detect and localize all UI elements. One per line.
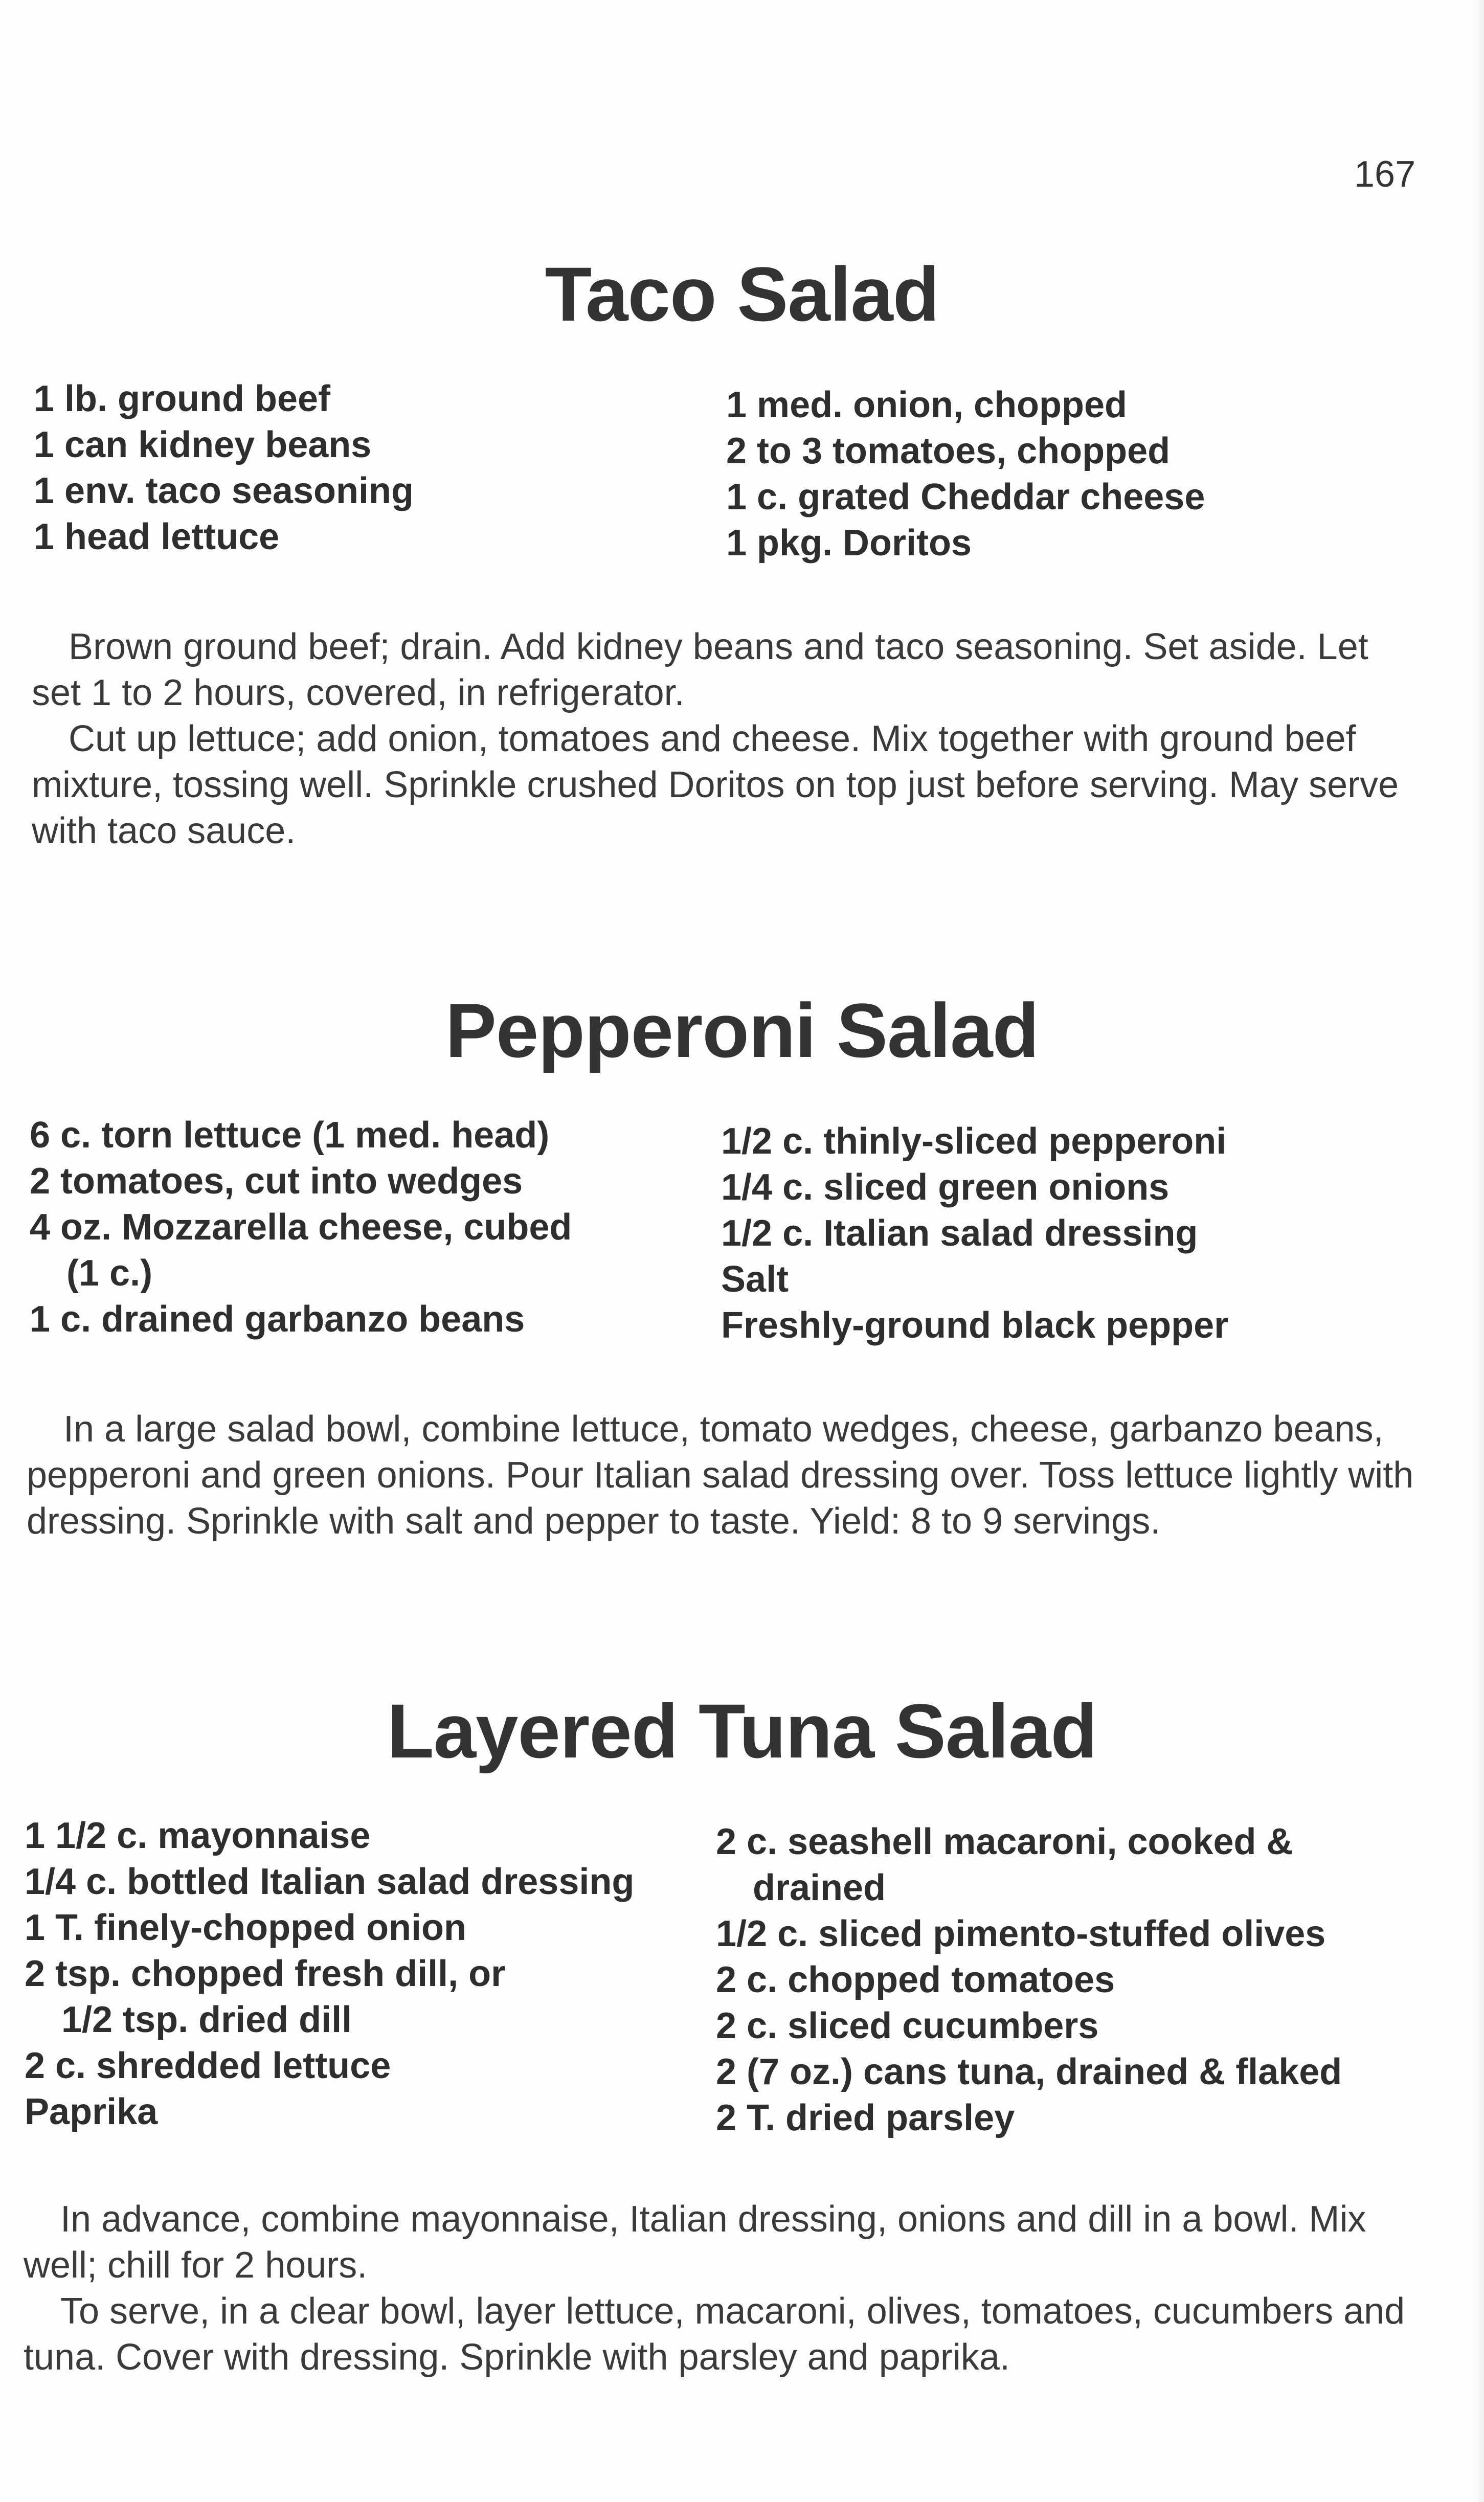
ingredient: 1/2 c. sliced pimento-stuffed olives [716, 1913, 1326, 1954]
ingredient-column-right [721, 1118, 1228, 1348]
ingredient: 1 T. finely-chopped onion [25, 1907, 466, 1948]
recipe-directions [27, 1406, 1418, 1544]
directions-paragraph: Brown ground beef; drain. Add kidney beans and taco seasoning. Set aside. Let set 1 to 2 hours, covered, in refrigerator. [32, 626, 1368, 713]
recipe-pepperoni-salad [0, 987, 1484, 1542]
ingredient: 1 head lettuce [34, 516, 280, 557]
page-number: 167 [1354, 154, 1416, 195]
ingredient: 2 tsp. chopped fresh dill, or [25, 1953, 506, 1994]
ingredient-list [0, 1112, 1484, 1353]
ingredient: drained [753, 1867, 886, 1908]
ingredient-column-left [34, 376, 414, 560]
ingredient: 1 c. grated Cheddar cheese [726, 477, 1205, 517]
ingredient: 1/4 c. bottled Italian salad dressing [25, 1861, 635, 1902]
ingredient: 2 c. seashell macaroni, cooked & [716, 1821, 1293, 1862]
ingredient-list [0, 1813, 1484, 2145]
recipe-layered-tuna-salad [0, 1688, 1484, 2378]
ingredient: 1 env. taco seasoning [34, 470, 414, 511]
ingredient-list [0, 376, 1484, 570]
ingredient: 2 T. dried parsley [716, 2098, 1015, 2138]
ingredient: 1 can kidney beans [34, 424, 372, 465]
recipe-taco-salad [0, 251, 1484, 851]
ingredient: 1 med. onion, chopped [726, 385, 1128, 425]
ingredient: 1/4 c. sliced green onions [721, 1167, 1170, 1208]
ingredient: 1 c. drained garbanzo beans [30, 1299, 525, 1340]
ingredient: 2 (7 oz.) cans tuna, drained & flaked [716, 2052, 1342, 2092]
ingredient: 2 c. sliced cucumbers [716, 2005, 1099, 2046]
ingredient: 1 pkg. Doritos [726, 523, 972, 563]
ingredient: 2 tomatoes, cut into wedges [30, 1161, 523, 1202]
ingredient-column-right [716, 1819, 1342, 2141]
ingredient: 1 1/2 c. mayonnaise [25, 1815, 371, 1856]
ingredient: 2 c. chopped tomatoes [716, 1959, 1115, 2000]
ingredient: 1/2 c. thinly-sliced pepperoni [721, 1121, 1227, 1162]
directions-paragraph: In a large salad bowl, combine lettuce, tomato wedges, cheese, garbanzo beans, pepperoni and green onions. Pour Italian salad dressing over. Toss lettuce lightly with dressing. Sprinkle with salt and pepper to taste. Yield: 8 to 9 servings. [27, 1409, 1414, 1542]
ingredient: 6 c. torn lettuce (1 med. head) [30, 1115, 550, 1156]
directions-paragraph: Cut up lettuce; add onion, tomatoes and cheese. Mix together with ground beef mixture, tossing well. Sprinkle crushed Doritos on top just before serving. May serve with taco sauce. [32, 718, 1399, 851]
recipe-title: Taco Salad [545, 251, 939, 337]
ingredient-column-right [726, 382, 1205, 566]
ingredient: Salt [721, 1259, 789, 1300]
recipe-directions [24, 2196, 1414, 2380]
ingredient: 1 lb. ground beef [34, 378, 331, 419]
ingredient: (1 c.) [66, 1253, 153, 1294]
page-edge-shadow [1476, 0, 1484, 2502]
ingredient: 1/2 tsp. dried dill [61, 1999, 352, 2040]
directions-paragraph: In advance, combine mayonnaise, Italian dressing, onions and dill in a bowl. Mix well; chill for 2 hours. [24, 2199, 1366, 2286]
ingredient: Freshly-ground black pepper [721, 1305, 1229, 1346]
ingredient: Paprika [25, 2091, 158, 2132]
recipe-directions [32, 624, 1420, 854]
directions-paragraph: To serve, in a clear bowl, layer lettuce, macaroni, olives, tomatoes, cucumbers and tuna. Cover with dressing. Sprinkle with parsley and paprika. [24, 2291, 1405, 2378]
recipe-title: Layered Tuna Salad [387, 1688, 1097, 1774]
ingredient: 4 oz. Mozzarella cheese, cubed [30, 1207, 572, 1248]
ingredient: 2 c. shredded lettuce [25, 2045, 391, 2086]
recipe-title: Pepperoni Salad [445, 987, 1039, 1073]
ingredient: 2 to 3 tomatoes, chopped [726, 431, 1171, 471]
ingredient-column-left [30, 1112, 572, 1342]
ingredient: 1/2 c. Italian salad dressing [721, 1213, 1198, 1254]
ingredient-column-left [25, 1813, 634, 2135]
